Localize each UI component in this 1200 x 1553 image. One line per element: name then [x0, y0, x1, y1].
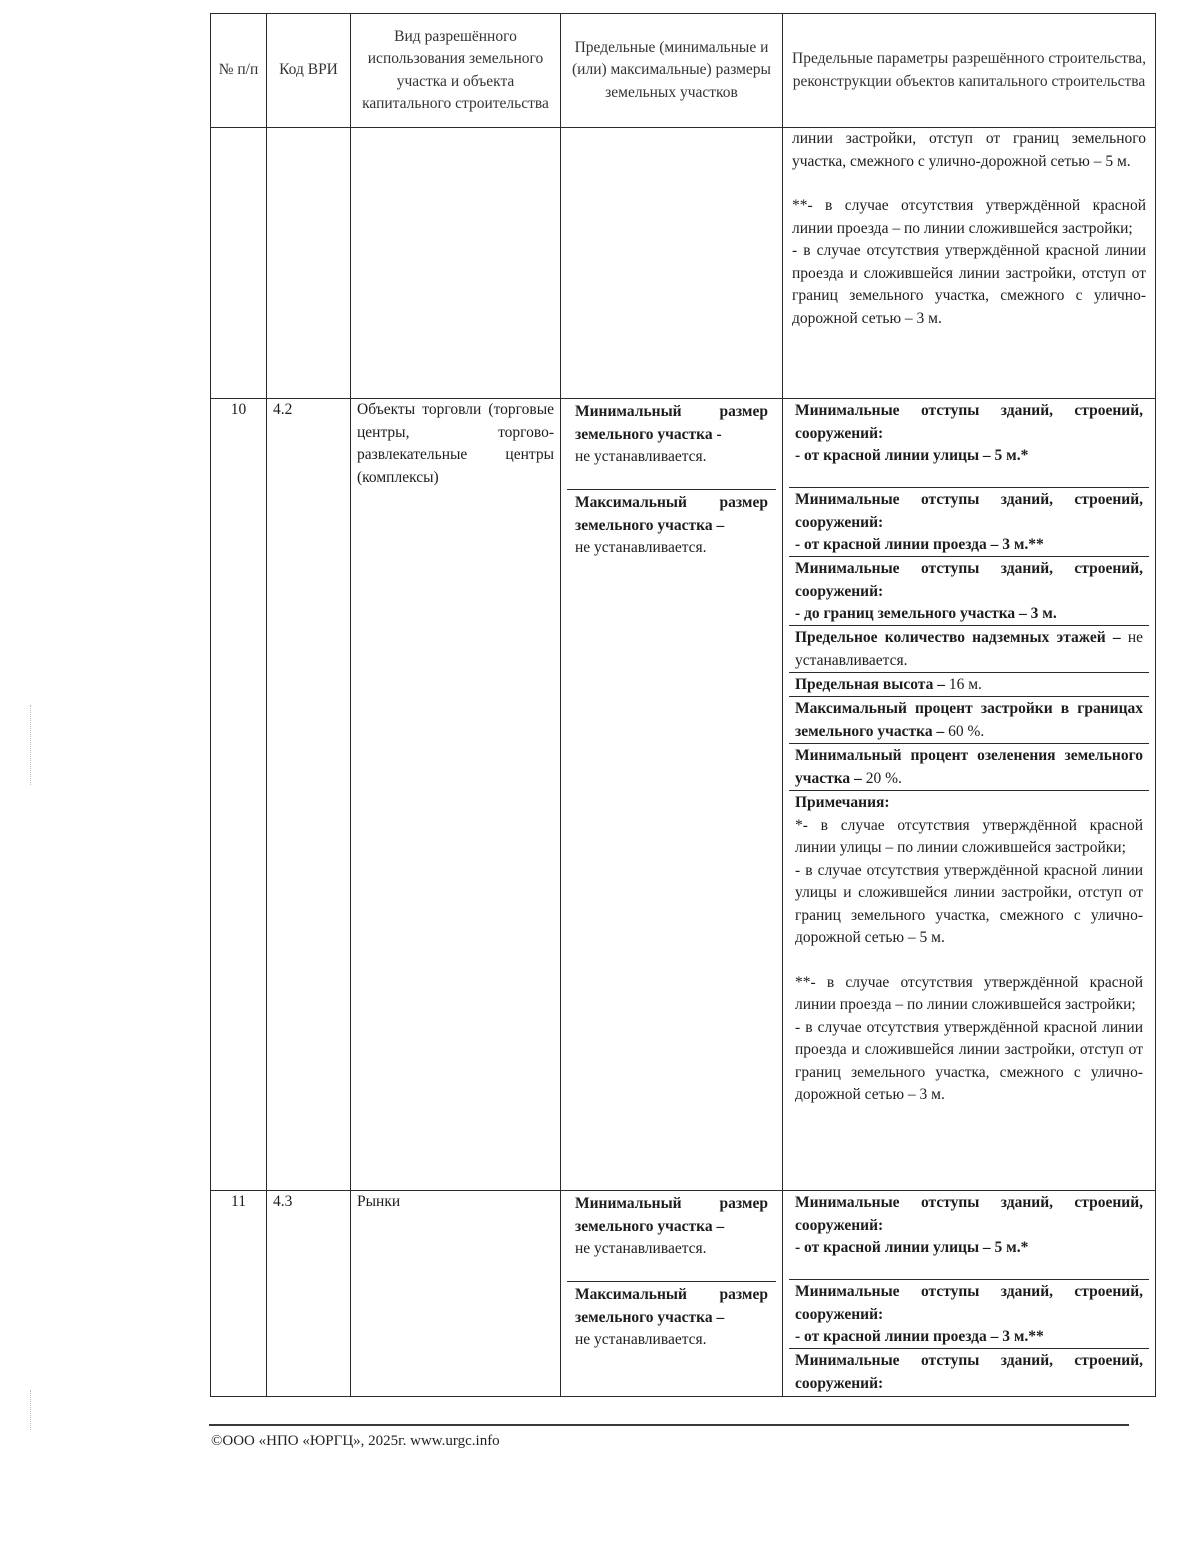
- row10-max-size-value: не устанавливается.: [575, 539, 707, 556]
- row10-param-4-label: Предельное количество надземных этажей –: [795, 629, 1121, 646]
- row11-use: Рынки: [351, 1191, 561, 1397]
- row11-param-1-label: Минимальные отступы зданий, строений, сооружений:: [795, 1194, 1143, 1234]
- header-use: Вид разрешённого использования земельного участка и объекта капитального строительства: [351, 14, 561, 128]
- continuation-text-1: линии застройки, отступ от границ земельного участка, смежного с улично-дорожной сетью – 5 м.: [792, 130, 1146, 170]
- row10-param-5-label: Предельная высота –: [795, 676, 945, 693]
- row11-sizes: [561, 1191, 783, 1397]
- row10-code: 4.2: [267, 399, 351, 1191]
- row11-param-2-label: Минимальные отступы зданий, строений, сооружений:: [795, 1283, 1143, 1323]
- header-sizes: Предельные (минимальные и (или) максимальные) размеры земельных участков: [561, 14, 783, 128]
- footer-copyright: ©ООО «НПО «ЮРГЦ», 2025г. www.urgc.info: [211, 1433, 500, 1449]
- row10-param-4-value: не устанавливается.: [795, 629, 1144, 669]
- row10-param-2-value: - от красной линии проезда – 3 м.**: [795, 536, 1044, 553]
- row10-param-1-value: - от красной линии улицы – 5 м.*: [795, 447, 1029, 464]
- row10-num: 10: [211, 399, 267, 1191]
- row10-param-3: [789, 556, 1149, 625]
- zoning-parameters-table: [210, 13, 1156, 1397]
- row11-min-size-label: Минимальный размер земельного участка –: [575, 1195, 768, 1235]
- cell-sizes: [561, 128, 783, 399]
- row11-max-size-value: не устанавливается.: [575, 1331, 707, 1348]
- row10-notes-label: Примечания:: [795, 794, 890, 811]
- header-num: № п/п: [211, 14, 267, 128]
- row10-note-1b: - в случае отсутствия утверждённой красной линии улицы и сложившейся линии застройки, отступ от границ земельного участка, смежного с улично-дорожной сетью – 5 м.: [795, 861, 1143, 946]
- row11-max-size: [567, 1281, 776, 1354]
- row10-param-5: [789, 672, 1149, 696]
- row10-param-7-label: Минимальный процент озеленения земельного участка –: [795, 747, 1143, 787]
- row11-code: 4.3: [267, 1191, 351, 1397]
- table-row-10: [211, 399, 1156, 1191]
- row11-param-2: [789, 1279, 1149, 1348]
- row10-sizes: [561, 399, 783, 1191]
- row11-param-3: [789, 1348, 1149, 1396]
- cell-code: [267, 128, 351, 399]
- table-row-continuation: [211, 128, 1156, 399]
- row11-param-1: [789, 1191, 1149, 1279]
- row10-param-5-value: 16 м.: [948, 676, 982, 693]
- row10-param-6-label: Максимальный процент застройки в границах земельного участка –: [795, 700, 1143, 740]
- continuation-text-2: **- в случае отсутствия утверждённой красной линии проезда – по линии сложившейся застройки;: [792, 197, 1146, 237]
- row10-param-7: [789, 743, 1149, 790]
- row11-min-size: [567, 1191, 776, 1281]
- footer-rule: [209, 1424, 1129, 1426]
- row11-max-size-label: Максимальный размер земельного участка –: [575, 1286, 768, 1326]
- scan-margin-marks: [30, 705, 33, 785]
- row11-param-3-label: Минимальные отступы зданий, строений, сооружений:: [795, 1352, 1143, 1392]
- row10-param-3-value: - до границ земельного участка – 3 м.: [795, 605, 1057, 622]
- row11-param-1-value: - от красной линии улицы – 5 м.*: [795, 1239, 1029, 1256]
- row11-num: 11: [211, 1191, 267, 1397]
- row10-notes: [789, 790, 1149, 1108]
- table-row-11: [211, 1191, 1156, 1397]
- header-code: Код ВРИ: [267, 14, 351, 128]
- row10-note-2b: - в случае отсутствия утверждённой красной линии проезда и сложившейся линии застройки, отступ от границ земельного участка, смежного с улично-дорожной сетью – 3 м.: [795, 1018, 1143, 1103]
- row10-param-1: [789, 399, 1149, 487]
- cell-num: [211, 128, 267, 399]
- row10-param-7-value: 20 %.: [865, 769, 902, 787]
- row10-param-3-label: Минимальные отступы зданий, строений, сооружений:: [795, 560, 1143, 600]
- row10-params: [783, 399, 1156, 1191]
- row10-min-size: [567, 399, 776, 489]
- header-params: Предельные параметры разрешённого строительства, реконструкции объектов капитального строительства: [783, 14, 1156, 128]
- row10-param-6-value: 60 %.: [948, 722, 985, 740]
- row10-use: Объекты торговли (торговые центры, торгово-развлекательные центры (комплексы): [351, 399, 561, 1191]
- cell-use: [351, 128, 561, 399]
- row10-param-1-label: Минимальные отступы зданий, строений, сооружений:: [795, 402, 1143, 442]
- row10-max-size-label: Максимальный размер земельного участка –: [575, 494, 768, 534]
- row10-note-1a: *- в случае отсутствия утверждённой красной линии улицы – по линии сложившейся застройки;: [795, 816, 1143, 856]
- row10-max-size: [567, 489, 776, 562]
- row11-params: [783, 1191, 1156, 1397]
- row10-min-size-value: не устанавливается.: [575, 448, 707, 465]
- cell-params: [783, 128, 1156, 399]
- row10-param-2-label: Минимальные отступы зданий, строений, сооружений:: [795, 491, 1143, 531]
- row11-min-size-value: не устанавливается.: [575, 1240, 707, 1257]
- row10-param-6: [789, 696, 1149, 743]
- scan-margin-marks: [30, 1390, 33, 1430]
- table-header-row: [211, 14, 1156, 128]
- row10-min-size-label: Минимальный размер земельного участка -: [575, 403, 768, 443]
- row10-param-2: [789, 487, 1149, 556]
- row10-param-4: [789, 625, 1149, 672]
- row11-param-2-value: - от красной линии проезда – 3 м.**: [795, 1328, 1044, 1345]
- continuation-text-3: - в случае отсутствия утверждённой красной линии проезда и сложившейся линии застройки, отступ от границ земельного участка, смежного с улично-дорожной сетью – 3 м.: [792, 242, 1146, 327]
- row10-note-2a: **- в случае отсутствия утверждённой красной линии проезда – по линии сложившейся застройки;: [795, 973, 1143, 1013]
